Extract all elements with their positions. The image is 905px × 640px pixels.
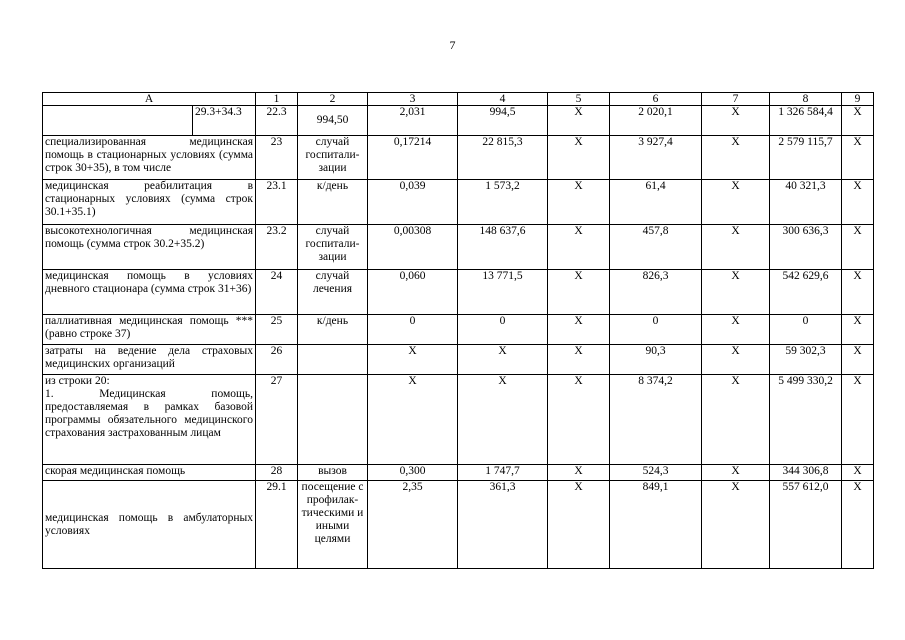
row-col5: Х — [548, 225, 610, 270]
row-col9: Х — [842, 106, 874, 136]
row-col3: Х — [368, 375, 458, 465]
row-col3: 0,039 — [368, 180, 458, 225]
table-row — [43, 315, 874, 345]
row-col6: 2 020,1 — [610, 106, 702, 136]
row-unit: случай госпитали-зации — [298, 225, 368, 270]
row-col7: Х — [702, 315, 770, 345]
row-col4: 1 573,2 — [458, 180, 548, 225]
row-unit: к/день — [298, 315, 368, 345]
row-col7: Х — [702, 136, 770, 180]
header-cell: 1 — [256, 93, 298, 106]
row-col6: 849,1 — [610, 481, 702, 569]
row-name-text: 1. Медицинская помощь, предоставляемая в рамках базовой программы обязательного медицинского страхования застрахованным лицам — [45, 388, 253, 439]
row-col9: Х — [842, 180, 874, 225]
row-col4: 148 637,6 — [458, 225, 548, 270]
page-number: 7 — [449, 38, 456, 52]
row-code: 23.1 — [256, 180, 298, 225]
row-col7: Х — [702, 270, 770, 315]
row-col5: Х — [548, 136, 610, 180]
table-row — [43, 225, 874, 270]
row-col4: 361,3 — [458, 481, 548, 569]
row-col8: 557 612,0 — [770, 481, 842, 569]
row-unit: к/день — [298, 180, 368, 225]
row-col7: Х — [702, 481, 770, 569]
row-code: 29.1 — [256, 481, 298, 569]
row-col4: 1 747,7 — [458, 465, 548, 481]
table-row — [43, 180, 874, 225]
row-col8: 40 321,3 — [770, 180, 842, 225]
header-cell: 2 — [298, 93, 368, 106]
row-code: 22.3 — [256, 106, 298, 136]
row-col3: 0,060 — [368, 270, 458, 315]
row-name-cell: высокотехнологичная медицинская помощь (сумма строк 30.2+35.2) — [43, 225, 256, 270]
header-cell: А — [43, 93, 256, 106]
row-col9: Х — [842, 345, 874, 375]
row-col3: 2,031 — [368, 106, 458, 136]
row-col3: 0,00308 — [368, 225, 458, 270]
row-col7: Х — [702, 106, 770, 136]
row-col3: 0,17214 — [368, 136, 458, 180]
row-col6: 826,3 — [610, 270, 702, 315]
row-col3: Х — [368, 345, 458, 375]
row-subname-cell: 29.3+34.3 — [193, 106, 256, 136]
row-col3: 0 — [368, 315, 458, 345]
row-unit — [298, 345, 368, 375]
row-col5: Х — [548, 270, 610, 315]
row-col3: 0,300 — [368, 465, 458, 481]
row-col4: Х — [458, 375, 548, 465]
row-col7: Х — [702, 345, 770, 375]
row-col9: Х — [842, 136, 874, 180]
row-col4: 13 771,5 — [458, 270, 548, 315]
row-col5: Х — [548, 106, 610, 136]
row-col4: 994,5 — [458, 106, 548, 136]
row-unit: случай госпитали-зации — [298, 136, 368, 180]
row-col8: 2 579 115,7 — [770, 136, 842, 180]
header-cell: 8 — [770, 93, 842, 106]
row-col9: Х — [842, 225, 874, 270]
row-name-cell — [43, 375, 256, 465]
row-col8: 300 636,3 — [770, 225, 842, 270]
row-col6: 0 — [610, 315, 702, 345]
row-col7: Х — [702, 225, 770, 270]
row-col7: Х — [702, 375, 770, 465]
row-unit — [298, 375, 368, 465]
data-table — [42, 92, 874, 569]
header-cell: 4 — [458, 93, 548, 106]
row-col9: Х — [842, 465, 874, 481]
row-unit: посещение с профилак-тическими и иными целями — [298, 481, 368, 569]
row-unit: случай лечения — [298, 270, 368, 315]
row-col7: Х — [702, 180, 770, 225]
row-col8: 1 326 584,4 — [770, 106, 842, 136]
row-col6: 524,3 — [610, 465, 702, 481]
row-col5: Х — [548, 345, 610, 375]
header-cell: 6 — [610, 93, 702, 106]
table-row — [43, 481, 874, 569]
row-col8: 0 — [770, 315, 842, 345]
row-col5: Х — [548, 375, 610, 465]
row-code: 24 — [256, 270, 298, 315]
header-row — [43, 93, 874, 106]
row-col3: 2,35 — [368, 481, 458, 569]
row-col6: 61,4 — [610, 180, 702, 225]
table-row — [43, 106, 874, 136]
row-col5: Х — [548, 315, 610, 345]
row-name-cell: медицинская помощь в условиях дневного стационара (сумма строк 31+36) — [43, 270, 256, 315]
header-cell: 3 — [368, 93, 458, 106]
row-col5: Х — [548, 481, 610, 569]
header-cell: 7 — [702, 93, 770, 106]
table-row — [43, 136, 874, 180]
row-code: 23 — [256, 136, 298, 180]
row-col6: 8 374,2 — [610, 375, 702, 465]
row-name-heading: из строки 20: — [45, 375, 110, 387]
row-name-cell — [43, 106, 193, 136]
row-col8: 542 629,6 — [770, 270, 842, 315]
row-code: 27 — [256, 375, 298, 465]
row-code: 28 — [256, 465, 298, 481]
row-name-cell: паллиативная медицинская помощь *** (равно строке 37) — [43, 315, 256, 345]
row-col6: 457,8 — [610, 225, 702, 270]
row-code: 25 — [256, 315, 298, 345]
row-name-cell: скорая медицинская помощь — [43, 465, 256, 481]
table-row — [43, 345, 874, 375]
row-name-cell: медицинская реабилитация в стационарных условиях (сумма строк 30.1+35.1) — [43, 180, 256, 225]
row-code: 26 — [256, 345, 298, 375]
row-col6: 90,3 — [610, 345, 702, 375]
row-col9: Х — [842, 375, 874, 465]
row-col4: Х — [458, 345, 548, 375]
row-col9: Х — [842, 270, 874, 315]
row-name-cell: медицинская помощь в амбулаторных условиях — [43, 481, 256, 569]
row-col7: Х — [702, 465, 770, 481]
header-cell: 9 — [842, 93, 874, 106]
row-col4: 22 815,3 — [458, 136, 548, 180]
row-name-cell: затраты на ведение дела страховых медицинских организаций — [43, 345, 256, 375]
row-name-cell: специализированная медицинская помощь в стационарных условиях (сумма строк 30+35), в том числе — [43, 136, 256, 180]
row-unit: 994,50 — [298, 106, 368, 136]
row-col9: Х — [842, 481, 874, 569]
row-col5: Х — [548, 180, 610, 225]
table-row — [43, 465, 874, 481]
row-col8: 344 306,8 — [770, 465, 842, 481]
table-row — [43, 270, 874, 315]
row-col9: Х — [842, 315, 874, 345]
row-col8: 59 302,3 — [770, 345, 842, 375]
row-col4: 0 — [458, 315, 548, 345]
row-col8: 5 499 330,2 — [770, 375, 842, 465]
row-col5: Х — [548, 465, 610, 481]
table-row — [43, 375, 874, 465]
header-cell: 5 — [548, 93, 610, 106]
row-col6: 3 927,4 — [610, 136, 702, 180]
row-unit: вызов — [298, 465, 368, 481]
row-code: 23.2 — [256, 225, 298, 270]
